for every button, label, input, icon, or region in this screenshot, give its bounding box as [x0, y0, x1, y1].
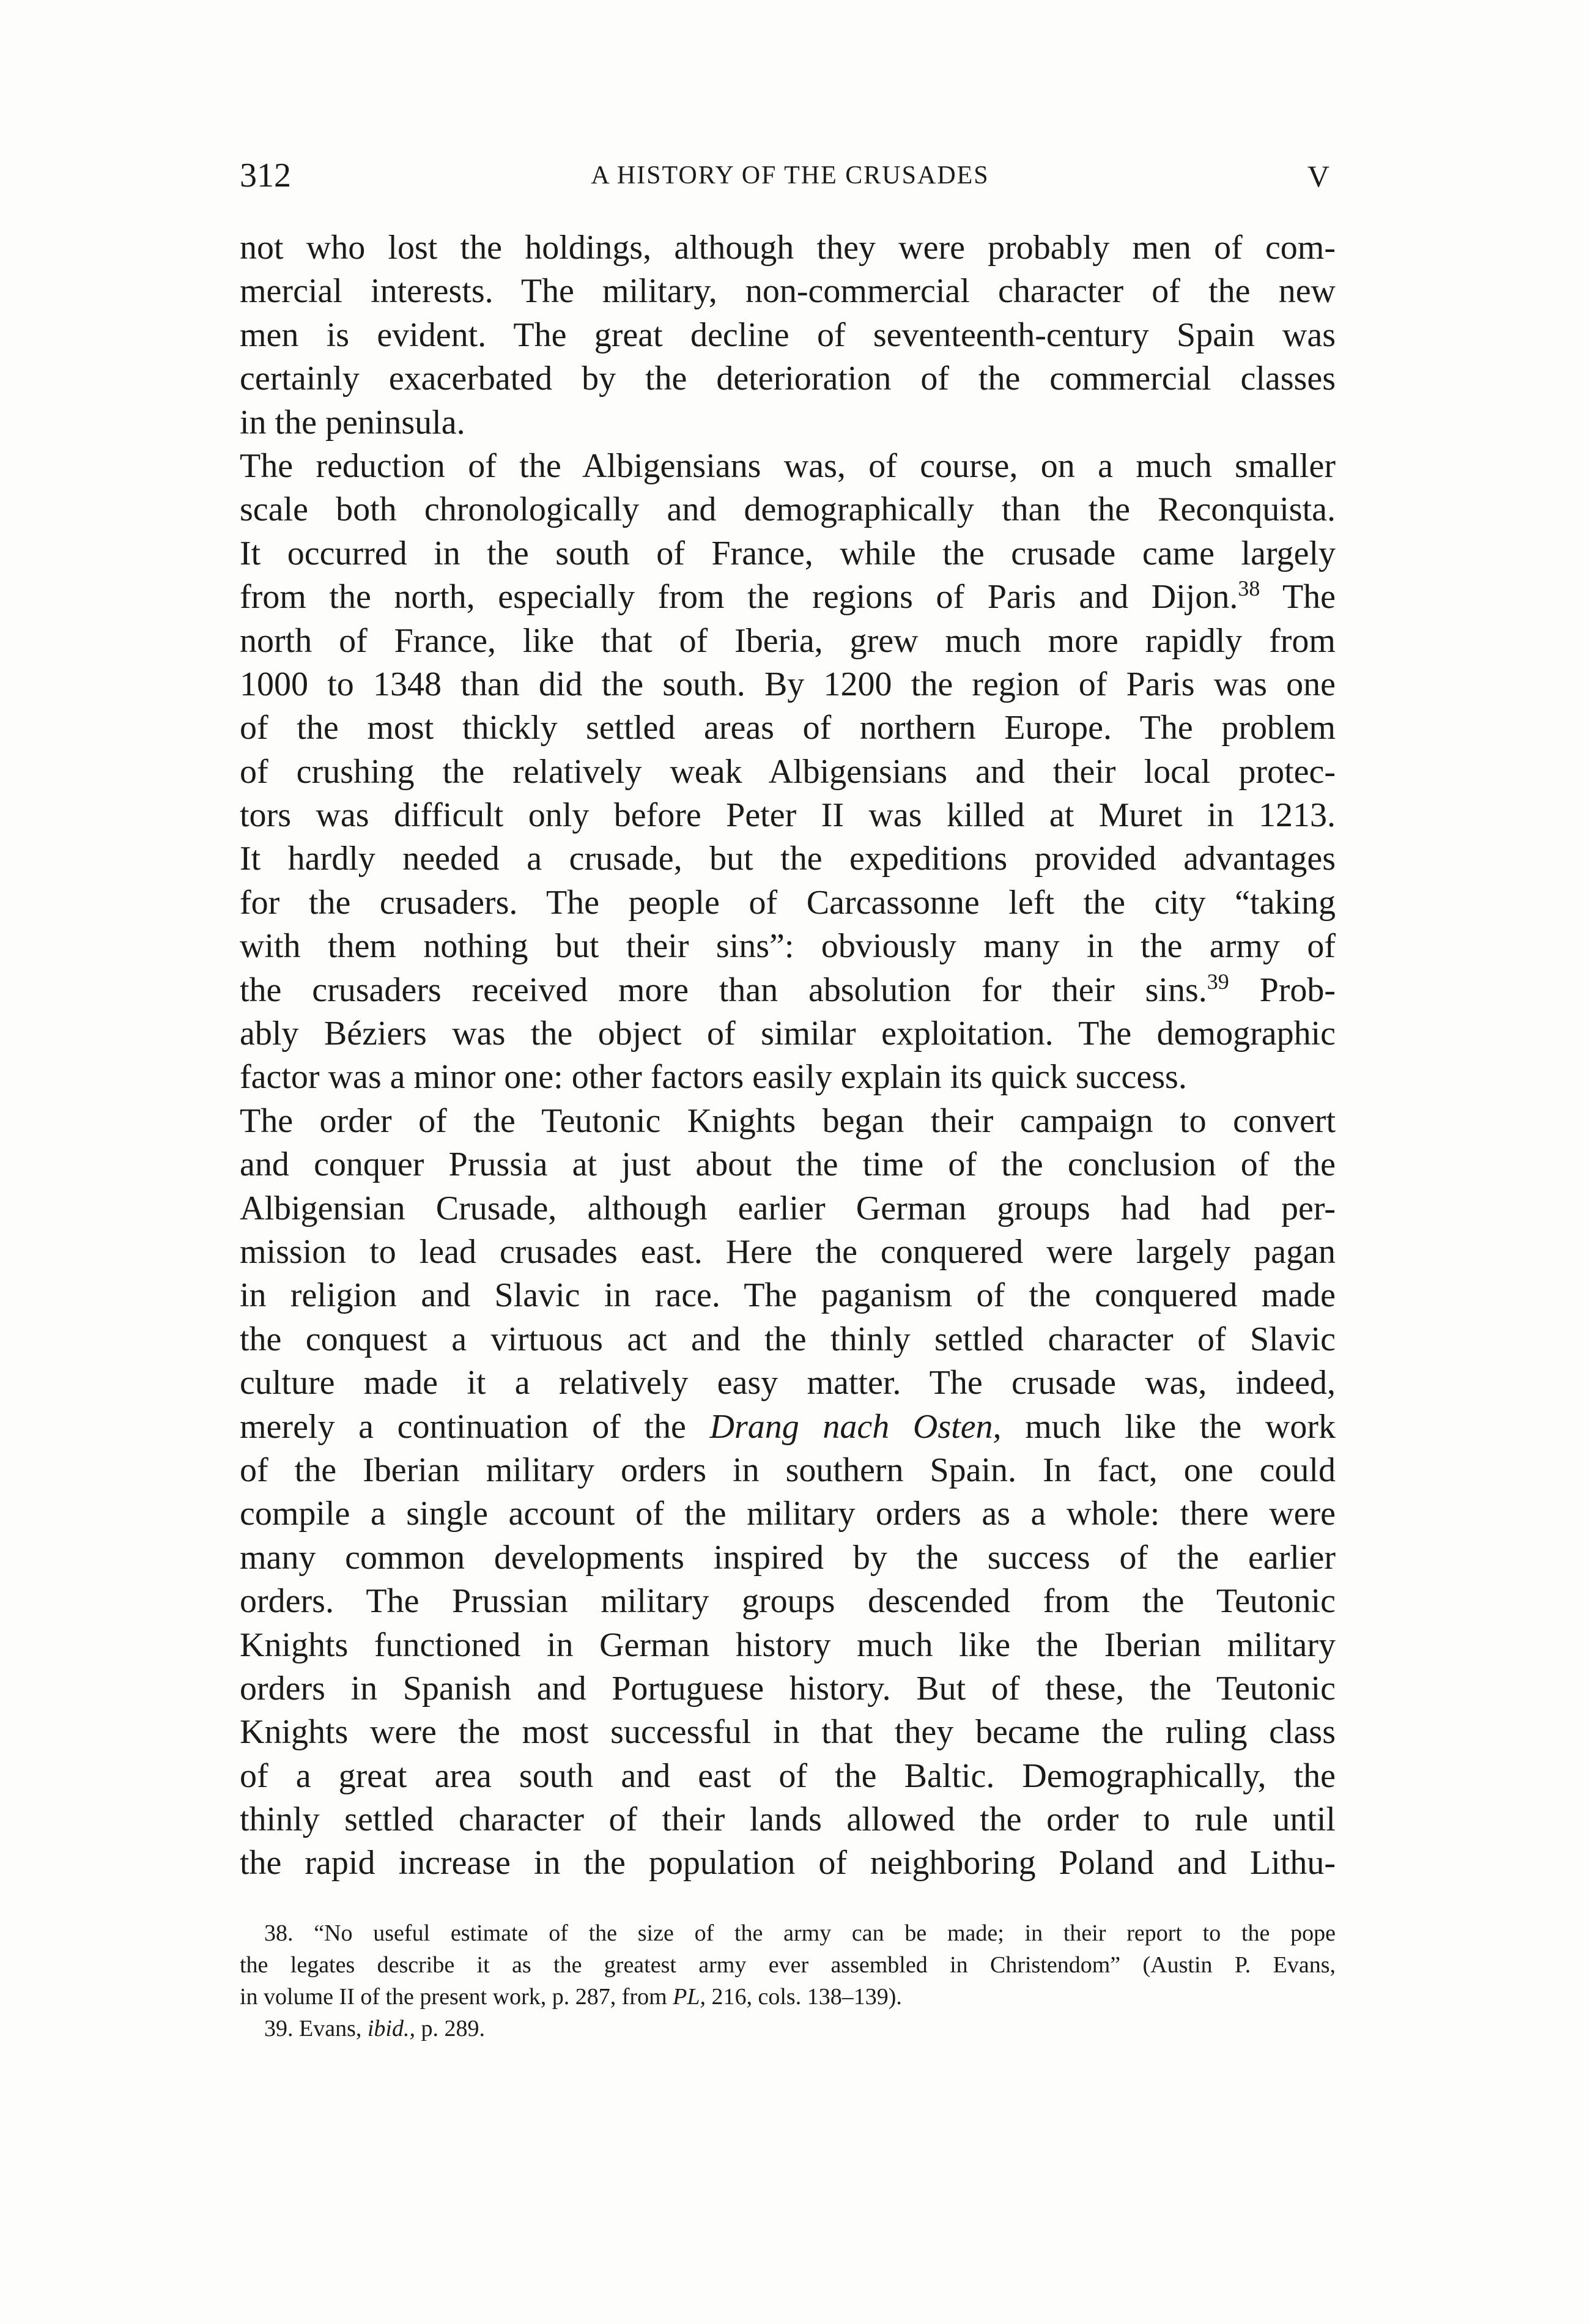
- text-run: from the north, especially from the regions of Paris and Dijon.: [240, 578, 1238, 616]
- text-line: It hardly needed a crusade, but the expeditions provided advantages: [240, 840, 1336, 878]
- text-line: tors was difficult only before Peter II was killed at Muret in 1213.: [240, 796, 1336, 835]
- footnote-38-line: 38. “No useful estimate of the size of the army can be made; in their report to the pope: [264, 1920, 1336, 1946]
- text-run: p. 289.: [421, 2016, 485, 2041]
- page-number: 312: [240, 157, 291, 194]
- text-line: for the crusaders. The people of Carcassonne left the city “taking: [240, 883, 1336, 922]
- italic-abbrev: PL,: [673, 1984, 706, 2010]
- italic-phrase: Drang nach Osten,: [709, 1407, 1002, 1446]
- text-line: [240, 969, 1336, 1012]
- text-line: thinly settled character of their lands allowed the order to rule until: [240, 1800, 1336, 1839]
- text-line: the conquest a virtuous act and the thinly settled character of Slavic: [240, 1320, 1336, 1358]
- text-run: Prob-: [1259, 971, 1336, 1009]
- text-line: of the most thickly settled areas of northern Europe. The problem: [240, 709, 1336, 747]
- running-title: A HISTORY OF THE CRUSADES: [591, 161, 989, 190]
- text-line: [240, 1405, 1336, 1449]
- text-line: ably Béziers was the object of similar exploitation. The demographic: [240, 1015, 1336, 1053]
- text-line: of the Iberian military orders in southern Spain. In fact, one could: [240, 1451, 1336, 1489]
- text-line: [240, 575, 1336, 619]
- text-line: not who lost the holdings, although they were probably men of com-: [240, 229, 1336, 267]
- footnote-ref-38: 38: [1238, 576, 1260, 601]
- text-line: in the peninsula.: [240, 403, 465, 442]
- text-line: The order of the Teutonic Knights began their campaign to convert: [240, 1101, 1336, 1140]
- text-run: 216, cols. 138–139).: [711, 1984, 902, 2010]
- text-line: It occurred in the south of France, while the crusade came largely: [240, 534, 1336, 572]
- text-run: much like the work: [1025, 1407, 1336, 1446]
- text-line: factor was a minor one: other factors easily explain its quick success.: [240, 1058, 1187, 1097]
- text-line: Albigensian Crusade, although earlier German groups had had per-: [240, 1189, 1336, 1227]
- text-line: many common developments inspired by the success of the earlier: [240, 1538, 1336, 1577]
- text-run: in volume II of the present work, p. 287, from: [240, 1984, 667, 2010]
- text-line: certainly exacerbated by the deterioration of the commercial classes: [240, 360, 1336, 398]
- text-line: with them nothing but their sins”: obviously many in the army of: [240, 927, 1336, 966]
- text-line: culture made it a relatively easy matter. The crusade was, indeed,: [240, 1364, 1336, 1402]
- text-line: and conquer Prussia at just about the time of the conclusion of the: [240, 1145, 1336, 1184]
- text-line: men is evident. The great decline of seventeenth-century Spain was: [240, 316, 1336, 354]
- text-run: merely a continuation of the: [240, 1407, 686, 1446]
- text-line: of a great area south and east of the Baltic. Demographically, the: [240, 1756, 1336, 1795]
- text-line: scale both chronologically and demographically than the Reconquista.: [240, 490, 1336, 529]
- text-line: mission to lead crusades east. Here the conquered were largely pagan: [240, 1232, 1336, 1271]
- text-line: Knights were the most successful in that they became the ruling class: [240, 1713, 1336, 1752]
- footnote-ref-39: 39: [1207, 969, 1229, 994]
- text-line: in religion and Slavic in race. The paganism of the conquered made: [240, 1276, 1336, 1315]
- text-run: the crusaders received more than absolution for their sins.: [240, 971, 1207, 1009]
- text-line: of crushing the relatively weak Albigensians and their local protec-: [240, 752, 1336, 791]
- text-line: 1000 to 1348 than did the south. By 1200 the region of Paris was one: [240, 665, 1336, 703]
- text-line: the rapid increase in the population of neighboring Poland and Lithu-: [240, 1844, 1336, 1882]
- running-header: [240, 156, 1340, 199]
- italic-abbrev: ibid.,: [367, 2016, 415, 2041]
- text-line: orders in Spanish and Portuguese history. But of these, the Teutonic: [240, 1669, 1336, 1708]
- text-line: The reduction of the Albigensians was, of course, on a much smaller: [240, 446, 1336, 485]
- footnote-38-line: the legates describe it as the greatest army ever assembled in Christendom” (Austin P. Evans,: [240, 1952, 1336, 1978]
- footnotes: [240, 1917, 1336, 2045]
- text-run: 39. Evans,: [264, 2016, 362, 2041]
- body-text: [240, 226, 1336, 1885]
- text-line: Knights functioned in German history much like the Iberian military: [240, 1626, 1336, 1664]
- text-line: compile a single account of the military orders as a whole: there were: [240, 1495, 1336, 1533]
- text-line: north of France, like that of Iberia, grew much more rapidly from: [240, 621, 1336, 660]
- footnote-39: [240, 2013, 1336, 2045]
- part-number: V: [1307, 159, 1329, 193]
- text-line: orders. The Prussian military groups descended from the Teutonic: [240, 1582, 1336, 1621]
- text-line: mercial interests. The military, non-commercial character of the new: [240, 272, 1336, 311]
- text-run: The: [1282, 578, 1336, 616]
- footnote-38-line: [240, 1981, 1336, 2013]
